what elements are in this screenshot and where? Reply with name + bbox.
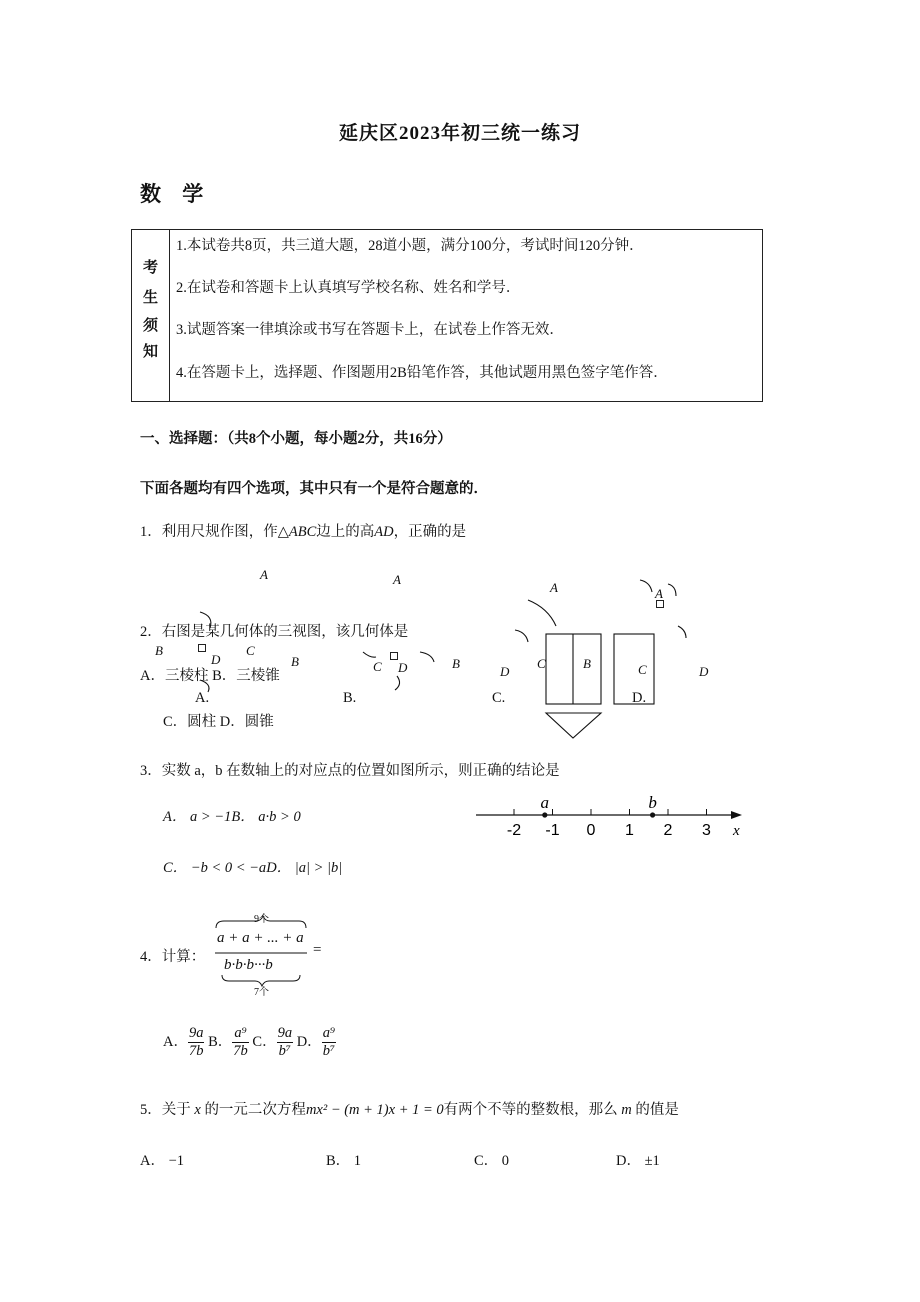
notice-side-char: 知 bbox=[143, 344, 159, 360]
q1-altitude: AD bbox=[374, 524, 394, 540]
section-heading: 一、选择题：（共8个小题，每小题2分，共16分） bbox=[140, 431, 452, 447]
question-5-stem bbox=[140, 1098, 679, 1119]
q3-option-d: D． |a| > |b| bbox=[266, 860, 343, 876]
fig-label-b: B bbox=[155, 643, 163, 658]
q5-var-x: x bbox=[194, 1102, 201, 1118]
q4-option-letter: D． bbox=[296, 1033, 322, 1050]
q5-text: 有两个不等的整数根，那么 bbox=[443, 1102, 618, 1118]
q4-top-count: 9个 bbox=[254, 914, 269, 925]
fig-label-b: B bbox=[452, 656, 460, 671]
notice-item: 1.本试卷共8页，共三道大题，28道小题，满分100分，考试时间120分钟． bbox=[176, 238, 644, 254]
fig-label-c: C bbox=[638, 662, 647, 677]
notice-item: 4.在答题卡上，选择题、作图题用2B铅笔作答，其他试题用黑色签字笔作答． bbox=[176, 365, 668, 381]
fig-label-a: A bbox=[393, 572, 401, 587]
q1-option-d: D. bbox=[632, 690, 647, 706]
q4-option-c-frac: $\frac{9a}{\text{b⁷}}$ bbox=[277, 1025, 293, 1059]
point-b-label: b bbox=[648, 793, 657, 812]
q3-option-c: C． −b < 0 < −a bbox=[163, 860, 267, 876]
notice-item: 3.试题答案一律填涂或书写在答题卡上，在试卷上作答无效． bbox=[176, 322, 564, 338]
q4-option-d-frac: $\frac{\text{a⁹}}{\text{b⁷}}$ bbox=[322, 1025, 335, 1059]
q5-text: 的值是 bbox=[635, 1102, 679, 1118]
fig-label-b: B bbox=[583, 656, 591, 671]
axis-tick-label: 2 bbox=[663, 822, 673, 839]
fig-label-b: B bbox=[291, 654, 299, 669]
axis-tick-label: -2 bbox=[506, 822, 522, 839]
fig-label-d: D bbox=[211, 652, 221, 667]
q3-option-b: B． a·b > 0 bbox=[231, 809, 301, 825]
point-a-label: a bbox=[540, 793, 550, 812]
q5-var-m: m bbox=[621, 1102, 632, 1118]
q1-text: 边上的高 bbox=[316, 524, 375, 540]
q5-equation: mx² − (m + 1)x + 1 = 0 bbox=[305, 1102, 444, 1118]
question-4-stem: 4．计算： bbox=[140, 949, 206, 965]
axis-tick-label: 1 bbox=[625, 822, 634, 839]
fig-label-c: C bbox=[537, 656, 546, 671]
q5-option-b: B． 1 bbox=[326, 1153, 362, 1169]
fig-label-d: D bbox=[500, 664, 510, 679]
q1-option-a: A. bbox=[195, 690, 210, 706]
notice-side-char: 须 bbox=[143, 318, 159, 334]
notice-item: 2.在试卷和答题卡上认真填写学校名称、姓名和学号． bbox=[176, 280, 521, 296]
axis-tick-label: 0 bbox=[586, 822, 596, 839]
notice-side-char: 考 bbox=[143, 260, 159, 276]
axis-var: x bbox=[733, 823, 740, 839]
q5-option-c: C． 0 bbox=[474, 1153, 510, 1169]
q4-options bbox=[163, 1025, 336, 1060]
fig-label-a: A bbox=[260, 567, 268, 582]
axis-tick-label: -1 bbox=[545, 822, 560, 839]
fig-label-a: A bbox=[550, 580, 558, 595]
fig-label-a: A bbox=[655, 586, 663, 601]
q5-text: 的一元二次方程 bbox=[204, 1102, 306, 1118]
axis-tick-label: 3 bbox=[702, 822, 711, 839]
q4-option-b-frac: $\frac{\text{a⁹}}{7b}$ bbox=[233, 1025, 248, 1059]
question-2-options-row1: A．三棱柱 B．三棱锥 bbox=[140, 668, 280, 684]
q4-numerator: a + a + ... + a bbox=[217, 930, 304, 946]
q4-bottom-count: 7个 bbox=[254, 987, 269, 998]
q1-option-b: B. bbox=[343, 690, 357, 706]
fig-label-d: D bbox=[398, 660, 408, 675]
q5-option-a: A． −1 bbox=[140, 1153, 185, 1169]
q4-option-letter: C． bbox=[252, 1033, 277, 1050]
q4-option-letter: A． bbox=[163, 1033, 188, 1050]
q5-text: 5．关于 bbox=[140, 1102, 191, 1118]
question-2-stem: 2．右图是某几何体的三视图，该几何体是 bbox=[140, 624, 409, 640]
q4-option-a-frac: $\frac{9a}{7b}$ bbox=[188, 1025, 204, 1059]
fig-label-c: C bbox=[246, 643, 255, 658]
subject-title: 数 学 bbox=[140, 182, 212, 206]
section-instruction: 下面各题均有四个选项，其中只有一个是符合题意的． bbox=[140, 481, 488, 497]
page-title: 延庆区2023年初三统一练习 bbox=[338, 123, 581, 144]
fig-label-d: D bbox=[699, 664, 709, 679]
q4-equals: = bbox=[313, 942, 322, 958]
notice-side-char: 生 bbox=[143, 290, 159, 306]
q4-option-letter: B． bbox=[208, 1033, 233, 1050]
q5-option-d: D． ±1 bbox=[616, 1153, 660, 1169]
q1-text: ，正确的是 bbox=[393, 524, 467, 540]
question-3-stem: 3．实数 a，b 在数轴上的对应点的位置如图所示，则正确的结论是 bbox=[140, 763, 560, 779]
q1-text: 1．利用尺规作图，作 bbox=[140, 524, 278, 540]
q4-denominator: b·b·b···b bbox=[224, 957, 273, 973]
q1-triangle: △ABC bbox=[277, 524, 317, 540]
fig-label-c: C bbox=[373, 659, 382, 674]
question-2-options-row2: C．圆柱 D．圆锥 bbox=[163, 714, 274, 730]
q3-option-a: A． a > −1 bbox=[163, 809, 232, 825]
q1-option-c: C. bbox=[492, 690, 506, 706]
